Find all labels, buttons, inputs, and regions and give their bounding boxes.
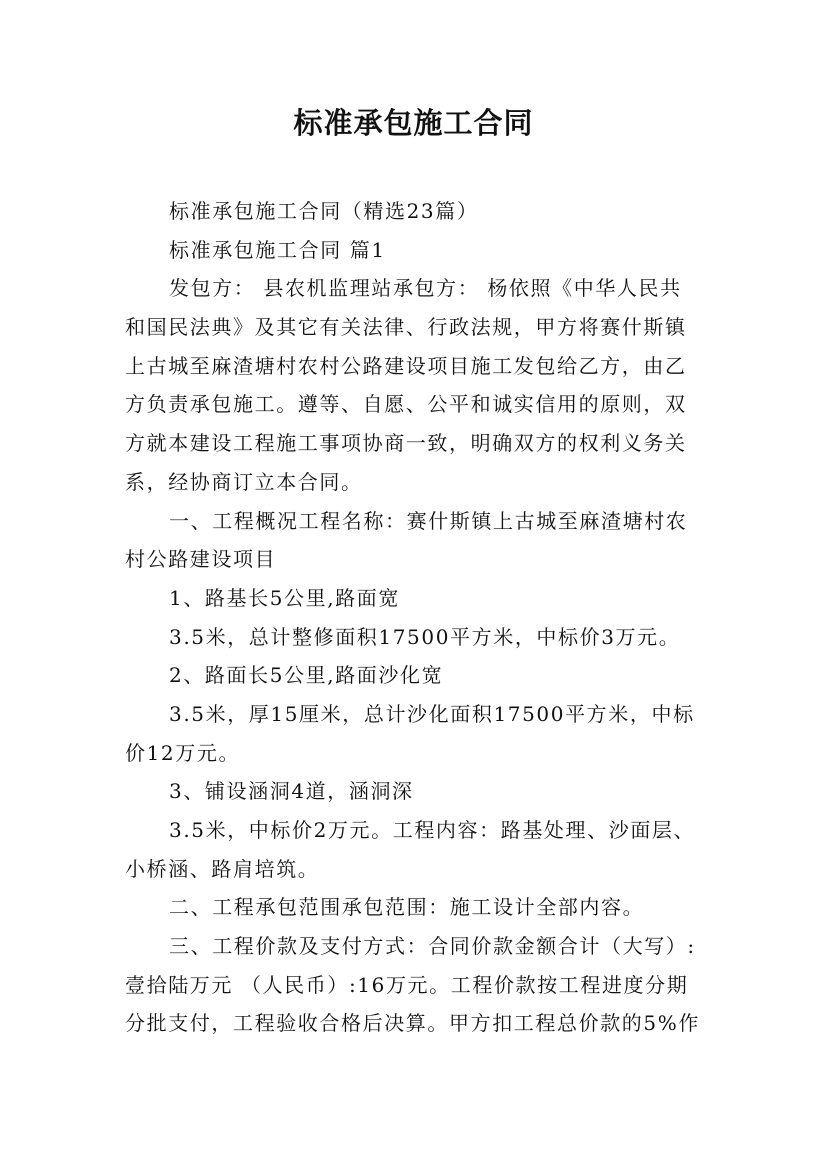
document-title: 标准承包施工合同 [293,106,534,140]
body-line: 2、路面长5公里,路面沙化宽 [169,663,444,688]
body-line: 和国民法典》及其它有关法律、行政法规，甲方将赛什斯镇 [125,315,687,340]
body-line: 分批支付，工程验收合格后决算。甲方扣工程总价款的5%作 [125,1011,700,1036]
body-line: 三、工程价款及支付方式：合同价款金额合计（大写）: [169,934,696,959]
body-line: 二、工程承包范围承包范围：施工设计全部内容。 [169,895,645,920]
body-line: 系，经协商订立本合同。 [125,469,363,494]
body-line: 3.5米，中标价2万元。工程内容：路基处理、沙面层、 [169,818,696,842]
body-line: 壹拾陆万元 （人民币）:16万元。工程价款按工程进度分期 [125,972,689,997]
body-line: 标准承包施工合同（精选23篇） [169,199,479,223]
body-line: 价12万元。 [125,740,241,765]
body-line: 方负责承包施工。遵等、自愿、公平和诚实信用的原则，双 [125,392,687,417]
document-body [125,192,720,1043]
body-line: 标准承包施工合同 篇1 [169,237,386,262]
body-line: 3.5米，厚15厘米，总计沙化面积17500平方米，中标 [169,701,695,726]
body-line: 一、工程概况工程名称：赛什斯镇上古城至麻渣塘村农 [169,508,688,533]
body-line: 小桥涵、路肩培筑。 [125,856,320,881]
body-line: 3、铺设涵洞4道，涵洞深 [169,779,414,804]
body-line: 方就本建设工程施工事项协商一致，明确双方的权利义务关 [125,431,687,456]
body-line: 村公路建设项目 [125,547,277,572]
body-line: 1、路基长5公里,路面宽 [169,585,401,610]
body-line: 发包方： 县农机监理站承包方： 杨依照《中华人民共 [169,276,682,301]
body-line: 上古城至麻渣塘村农村公路建设项目施工发包给乙方，由乙 [125,353,687,378]
body-line: 3.5米，总计整修面积17500平方米，中标价3万元。 [169,624,681,649]
